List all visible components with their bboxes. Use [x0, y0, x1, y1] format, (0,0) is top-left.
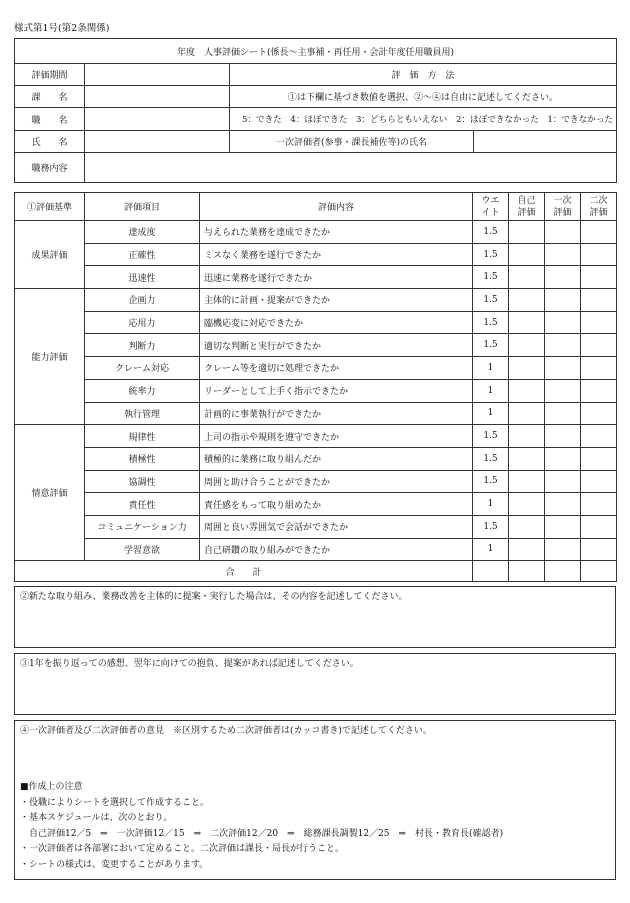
first-score-cell[interactable]	[545, 266, 581, 289]
position-field[interactable]	[85, 108, 230, 131]
self-score-cell[interactable]	[509, 243, 545, 266]
section3-title: ③1年を振り返っての感想、翌年に向けての抱負、提案があれば記述してください。	[20, 659, 359, 669]
item-cell: 規律性	[85, 425, 200, 448]
self-score-cell[interactable]	[509, 402, 545, 425]
weight-cell: 1.5	[473, 243, 509, 266]
weight-cell: 1.5	[473, 311, 509, 334]
section-label: 課 名	[15, 86, 85, 108]
first-score-cell[interactable]	[545, 515, 581, 538]
item-cell: 迅速性	[85, 266, 200, 289]
table-row	[15, 538, 617, 561]
table-row	[15, 289, 617, 312]
header-weight: ウエ イト	[473, 193, 509, 221]
first-score-cell[interactable]	[545, 221, 581, 244]
first-score-cell[interactable]	[545, 425, 581, 448]
name-field[interactable]	[85, 131, 230, 153]
group-name: 能力評価	[15, 289, 85, 425]
table-row	[15, 515, 617, 538]
header-basis: ①評価基準	[15, 193, 85, 221]
duties-field[interactable]	[85, 153, 617, 183]
item-cell: コミュニケーション力	[85, 515, 200, 538]
weight-cell: 1.5	[473, 334, 509, 357]
notes	[15, 779, 615, 874]
note-item: 自己評価12／5 ⇒ 一次評価12／15 ⇒ 二次評価12／20 ⇒ 総務課長調製12／25 ⇒ 村長・教育長(確認者)	[20, 828, 504, 839]
first-score-cell[interactable]	[545, 243, 581, 266]
first-score-cell[interactable]	[545, 289, 581, 312]
weight-cell: 1.5	[473, 266, 509, 289]
first-evaluator-field[interactable]	[474, 131, 617, 153]
second-score-cell[interactable]	[581, 470, 617, 493]
second-score-cell[interactable]	[581, 243, 617, 266]
second-score-cell[interactable]	[581, 357, 617, 380]
content-cell: ミスなく業務を遂行できたか	[200, 243, 473, 266]
form-number: 様式第1号(第2条関係)	[14, 23, 110, 34]
self-score-cell[interactable]	[509, 289, 545, 312]
content-cell: 計画的に事業執行ができたか	[200, 402, 473, 425]
self-score-cell[interactable]	[509, 538, 545, 561]
content-cell: 責任感をもって取り組めたか	[200, 493, 473, 516]
content-cell: クレーム等を適切に処理できたか	[200, 357, 473, 380]
self-score-cell[interactable]	[509, 357, 545, 380]
header-self: 自己 評価	[509, 193, 545, 221]
first-score-cell[interactable]	[545, 357, 581, 380]
total-first-cell[interactable]	[545, 561, 581, 582]
first-evaluator-label: 一次評価者(参事・課長補佐等)の氏名	[230, 131, 474, 153]
first-score-cell[interactable]	[545, 447, 581, 470]
self-score-cell[interactable]	[509, 334, 545, 357]
first-score-cell[interactable]	[545, 493, 581, 516]
self-score-cell[interactable]	[509, 266, 545, 289]
content-cell: 積極的に業務に取り組んだか	[200, 447, 473, 470]
item-cell: 執行管理	[85, 402, 200, 425]
section3-box[interactable]	[14, 653, 616, 715]
table-row	[15, 266, 617, 289]
period-field[interactable]	[85, 64, 230, 86]
section-field[interactable]	[85, 86, 230, 108]
self-score-cell[interactable]	[509, 425, 545, 448]
first-score-cell[interactable]	[545, 334, 581, 357]
position-label: 職 名	[15, 108, 85, 131]
self-score-cell[interactable]	[509, 470, 545, 493]
weight-cell: 1	[473, 402, 509, 425]
total-weight-cell	[473, 561, 509, 582]
weight-cell: 1	[473, 357, 509, 380]
section4-title: ④一次評価者及び二次評価者の意見 ※区別するため二次評価者は(カッコ書き)で記述してください。	[20, 726, 432, 736]
first-score-cell[interactable]	[545, 470, 581, 493]
note-item: ・基本スケジュールは、次のとおり。	[20, 813, 173, 824]
header-second: 二次 評価	[581, 193, 617, 221]
table-row	[15, 334, 617, 357]
second-score-cell[interactable]	[581, 379, 617, 402]
weight-cell: 1	[473, 538, 509, 561]
content-cell: 与えられた業務を達成できたか	[200, 221, 473, 244]
self-score-cell[interactable]	[509, 379, 545, 402]
sheet-title: 年度 人事評価シート(係長～主事補・再任用・会計年度任用職員用)	[15, 39, 617, 64]
second-score-cell[interactable]	[581, 266, 617, 289]
method-instruction: ①は下欄に基づき数値を選択、②～④は自由に記述してください。	[230, 86, 617, 108]
weight-cell: 1.5	[473, 425, 509, 448]
total-self-cell[interactable]	[509, 561, 545, 582]
second-score-cell[interactable]	[581, 402, 617, 425]
content-cell: 周囲と良い雰囲気で会話ができたか	[200, 515, 473, 538]
criteria-table	[14, 192, 617, 582]
second-score-cell[interactable]	[581, 447, 617, 470]
weight-cell: 1	[473, 493, 509, 516]
weight-cell: 1.5	[473, 221, 509, 244]
self-score-cell[interactable]	[509, 515, 545, 538]
header-content: 評価内容	[200, 193, 473, 221]
first-score-cell[interactable]	[545, 311, 581, 334]
second-score-cell[interactable]	[581, 334, 617, 357]
duties-label: 職務内容	[15, 153, 85, 183]
self-score-cell[interactable]	[509, 447, 545, 470]
criteria-body	[15, 221, 617, 561]
weight-cell: 1.5	[473, 447, 509, 470]
notes-heading: ■作成上の注意	[20, 782, 83, 792]
item-cell: 学習意欲	[85, 538, 200, 561]
section2-box[interactable]	[14, 586, 616, 648]
item-cell: 判断力	[85, 334, 200, 357]
item-cell: 責任性	[85, 493, 200, 516]
content-cell: 適切な判断と実行ができたか	[200, 334, 473, 357]
section2-title: ②新たな取り組み、業務改善を主体的に提案・実行した場合は、その内容を記述してください。	[20, 592, 408, 602]
period-label: 評価期間	[15, 64, 85, 86]
table-row	[15, 493, 617, 516]
table-row	[15, 379, 617, 402]
method-label: 評 価 方 法	[230, 64, 617, 86]
content-cell: 臨機応変に対応できたか	[200, 311, 473, 334]
header-item: 評価項目	[85, 193, 200, 221]
item-cell: 達成度	[85, 221, 200, 244]
item-cell: クレーム対応	[85, 357, 200, 380]
second-score-cell[interactable]	[581, 493, 617, 516]
table-row	[15, 357, 617, 380]
content-cell: 迅速に業務を遂行できたか	[200, 266, 473, 289]
rating-scale: 5：できた 4：ほぼできた 3：どちらともいえない 2：ほぼできなかった 1：できなかった	[230, 108, 617, 131]
header-table	[14, 38, 617, 183]
item-cell: 応用力	[85, 311, 200, 334]
note-item: ・役職によりシートを選択して作成すること。	[20, 797, 210, 808]
table-row	[15, 221, 617, 244]
weight-cell: 1.5	[473, 470, 509, 493]
table-row	[15, 447, 617, 470]
note-item: ・一次評価者は各部署において定めること。二次評価は課長・局長が行うこと。	[20, 844, 345, 855]
self-score-cell[interactable]	[509, 221, 545, 244]
group-name: 情意評価	[15, 425, 85, 561]
item-cell: 協調性	[85, 470, 200, 493]
total-label: 合 計	[15, 561, 473, 582]
content-cell: 主体的に計画・提案ができたか	[200, 289, 473, 312]
section4-box	[14, 720, 616, 880]
content-cell: リーダーとして上手く指示できたか	[200, 379, 473, 402]
weight-cell: 1.5	[473, 289, 509, 312]
item-cell: 積極性	[85, 447, 200, 470]
table-row	[15, 470, 617, 493]
total-second-cell[interactable]	[581, 561, 617, 582]
name-label: 氏 名	[15, 131, 85, 153]
table-row	[15, 243, 617, 266]
self-score-cell[interactable]	[509, 311, 545, 334]
second-score-cell[interactable]	[581, 289, 617, 312]
table-row	[15, 402, 617, 425]
weight-cell: 1	[473, 379, 509, 402]
table-row	[15, 425, 617, 448]
weight-cell: 1.5	[473, 515, 509, 538]
table-row	[15, 311, 617, 334]
item-cell: 企画力	[85, 289, 200, 312]
content-cell: 上司の指示や規則を遵守できたか	[200, 425, 473, 448]
first-score-cell[interactable]	[545, 379, 581, 402]
group-name: 成果評価	[15, 221, 85, 289]
note-item: ・シートの様式は、変更することがあります。	[20, 859, 209, 870]
content-cell: 周囲と助け合うことができたか	[200, 470, 473, 493]
second-score-cell[interactable]	[581, 515, 617, 538]
item-cell: 統率力	[85, 379, 200, 402]
header-first: 一次 評価	[545, 193, 581, 221]
second-score-cell[interactable]	[581, 221, 617, 244]
first-score-cell[interactable]	[545, 402, 581, 425]
first-score-cell[interactable]	[545, 538, 581, 561]
content-cell: 自己研鑽の取り組みができたか	[200, 538, 473, 561]
second-score-cell[interactable]	[581, 425, 617, 448]
second-score-cell[interactable]	[581, 538, 617, 561]
item-cell: 正確性	[85, 243, 200, 266]
self-score-cell[interactable]	[509, 493, 545, 516]
second-score-cell[interactable]	[581, 311, 617, 334]
